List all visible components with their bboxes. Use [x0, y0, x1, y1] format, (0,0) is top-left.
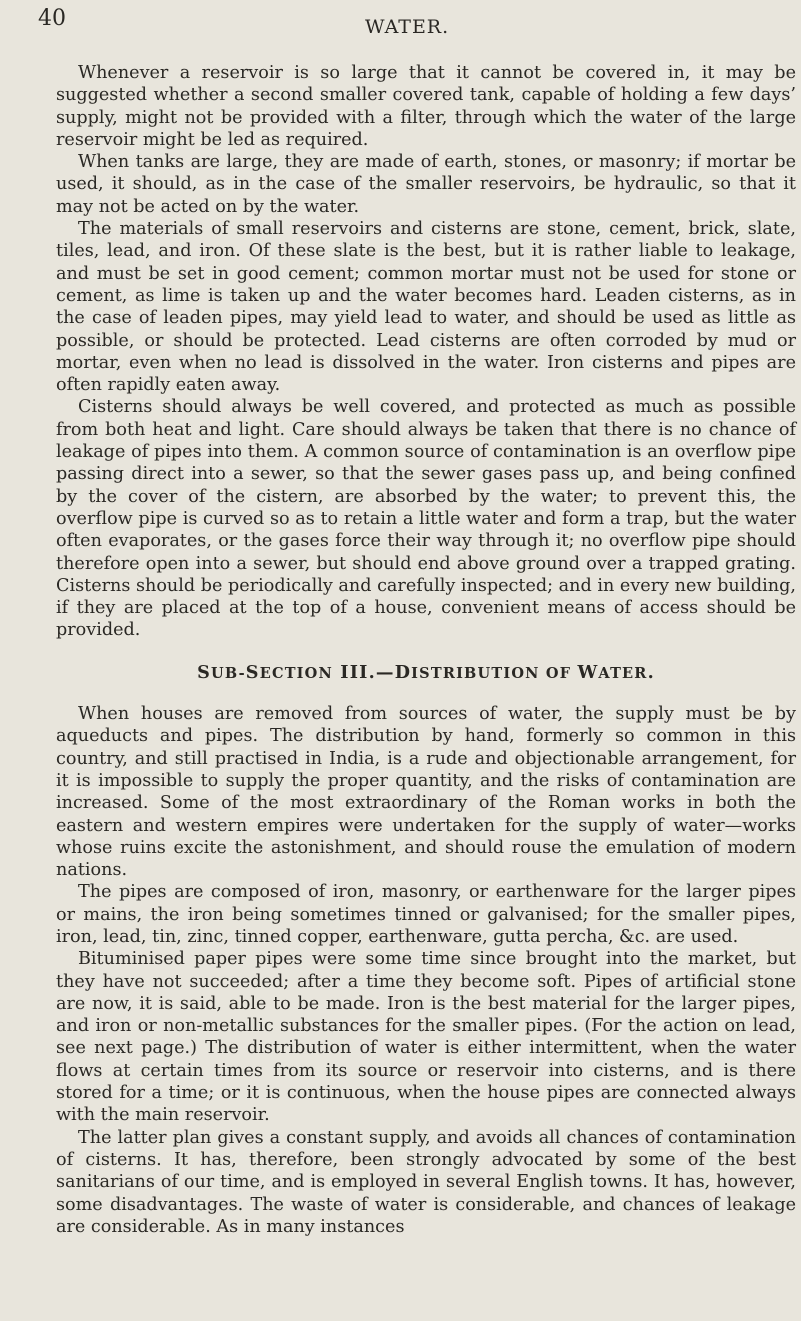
paragraph-constant-supply: The latter plan gives a constant supply, and avoids all chances of contamination of cisterns. It has, therefore, been strongly advocated by some of the best sanitarians of our time, and is employed in several English towns. It has, however, some disadvantages. The waste of water is considerable, and chances of leakage are considerable. As in many instances — [56, 1127, 796, 1237]
heading-initial-w: W — [577, 661, 599, 683]
heading-initial-s: S — [197, 661, 211, 683]
heading-period: . — [647, 661, 655, 683]
page-number: 40 — [38, 6, 66, 31]
paragraph-cistern-materials: The materials of small reservoirs and cisterns are stone, cement, brick, slate, tiles, lead, and iron. Of these slate is the best, but it is rather liable to leakage, and must be set in good cement; common mortar must not be used for stone or cement, as lime is taken up and the water becomes hard. Leaden cisterns, as in the case of leaden pipes, may yield lead to water, and should be used as little as possible, or should be protected. Lead cisterns are often corroded by mud or mortar, even when no lead is dissolved in the water. Iron cisterns and pipes are often rapidly eaten away. — [56, 219, 796, 396]
paragraph-pipe-types: Bituminised paper pipes were some time since brought into the market, but they have not succeeded; after a time they become soft. Pipes of artificial stone are now, it is said, able to be made. Iron is the best material for the larger pipes, and iron or non-metallic substances for the smaller pipes. (For the action on lead, see next page.) The distribution of water is either intermittent, when the water flows at certain times from its source or reservoir into cisterns, and is there stored for a time; or it is continuous, when the house pipes are connected always with the main reservoir. — [56, 949, 796, 1126]
heading-sub: UB- — [211, 664, 246, 682]
paragraph-distribution: When houses are removed from sources of water, the supply must be by aqueducts and pipes. The distribution by hand, formerly so common in this country, and still practised in India, is a rude and objectionable arrangement, for it is impossible to supply the proper quantity, and the risks of contamination are increased. Some of the most extraordinary of the Roman works in both the eastern and western empires were undertaken for the supply of water—works whose ruins excite the astonishment, and should rouse the emulation of modern nations. — [56, 704, 796, 881]
paragraph-cistern-protection: Cisterns should always be well covered, and protected as much as possible from both heat and light. Care should always be taken that there is no chance of leakage of pipes into them. A common source of contamination is an overflow pipe passing direct into a sewer, so that the sewer gases pass up, and being confined by the cover of the cistern, are absorbed by the water; to prevent this, the overflow pipe is curved so as to retain a little water and form a trap, but the water often evaporates, or the gases force their way through it; no overflow pipe should therefore open into a sewer, but should end above ground over a trapped grating. Cisterns should be periodically and carefully inspected; and in every new building, if they are placed at the top of a house, convenient means of access should be provided. — [56, 397, 796, 641]
paragraph-large-tanks: When tanks are large, they are made of earth, stones, or masonry; if mortar be used, it should, as in the case of the smaller reservoirs, be hydraulic, so that it may not be acted on by the water. — [56, 152, 796, 217]
heading-number: III.— — [332, 661, 395, 683]
heading-initial-s2: S — [245, 661, 260, 683]
section-heading — [56, 662, 796, 685]
body-text — [56, 62, 796, 1238]
running-head: WATER. — [365, 16, 450, 38]
heading-distribution: ISTRIBUTION — [411, 664, 540, 682]
heading-of: OF — [539, 664, 578, 682]
heading-section: ECTION — [259, 664, 333, 682]
heading-initial-d: D — [394, 661, 412, 683]
paragraph-pipe-materials: The pipes are composed of iron, masonry, or earthenware for the larger pipes or mains, the iron being sometimes tinned or galvanised; for the smaller pipes, iron, lead, tin, zinc, tinned copper, earthenware, gutta percha, &c. are used. — [56, 882, 796, 947]
heading-water: ATER — [598, 664, 648, 682]
paragraph-large-reservoir-filter: Whenever a reservoir is so large that it cannot be covered in, it may be suggested whether a second smaller covered tank, capable of holding a few days’ supply, might not be provided with a filter, through which the water of the large reservoir might be led as required. — [56, 63, 796, 150]
